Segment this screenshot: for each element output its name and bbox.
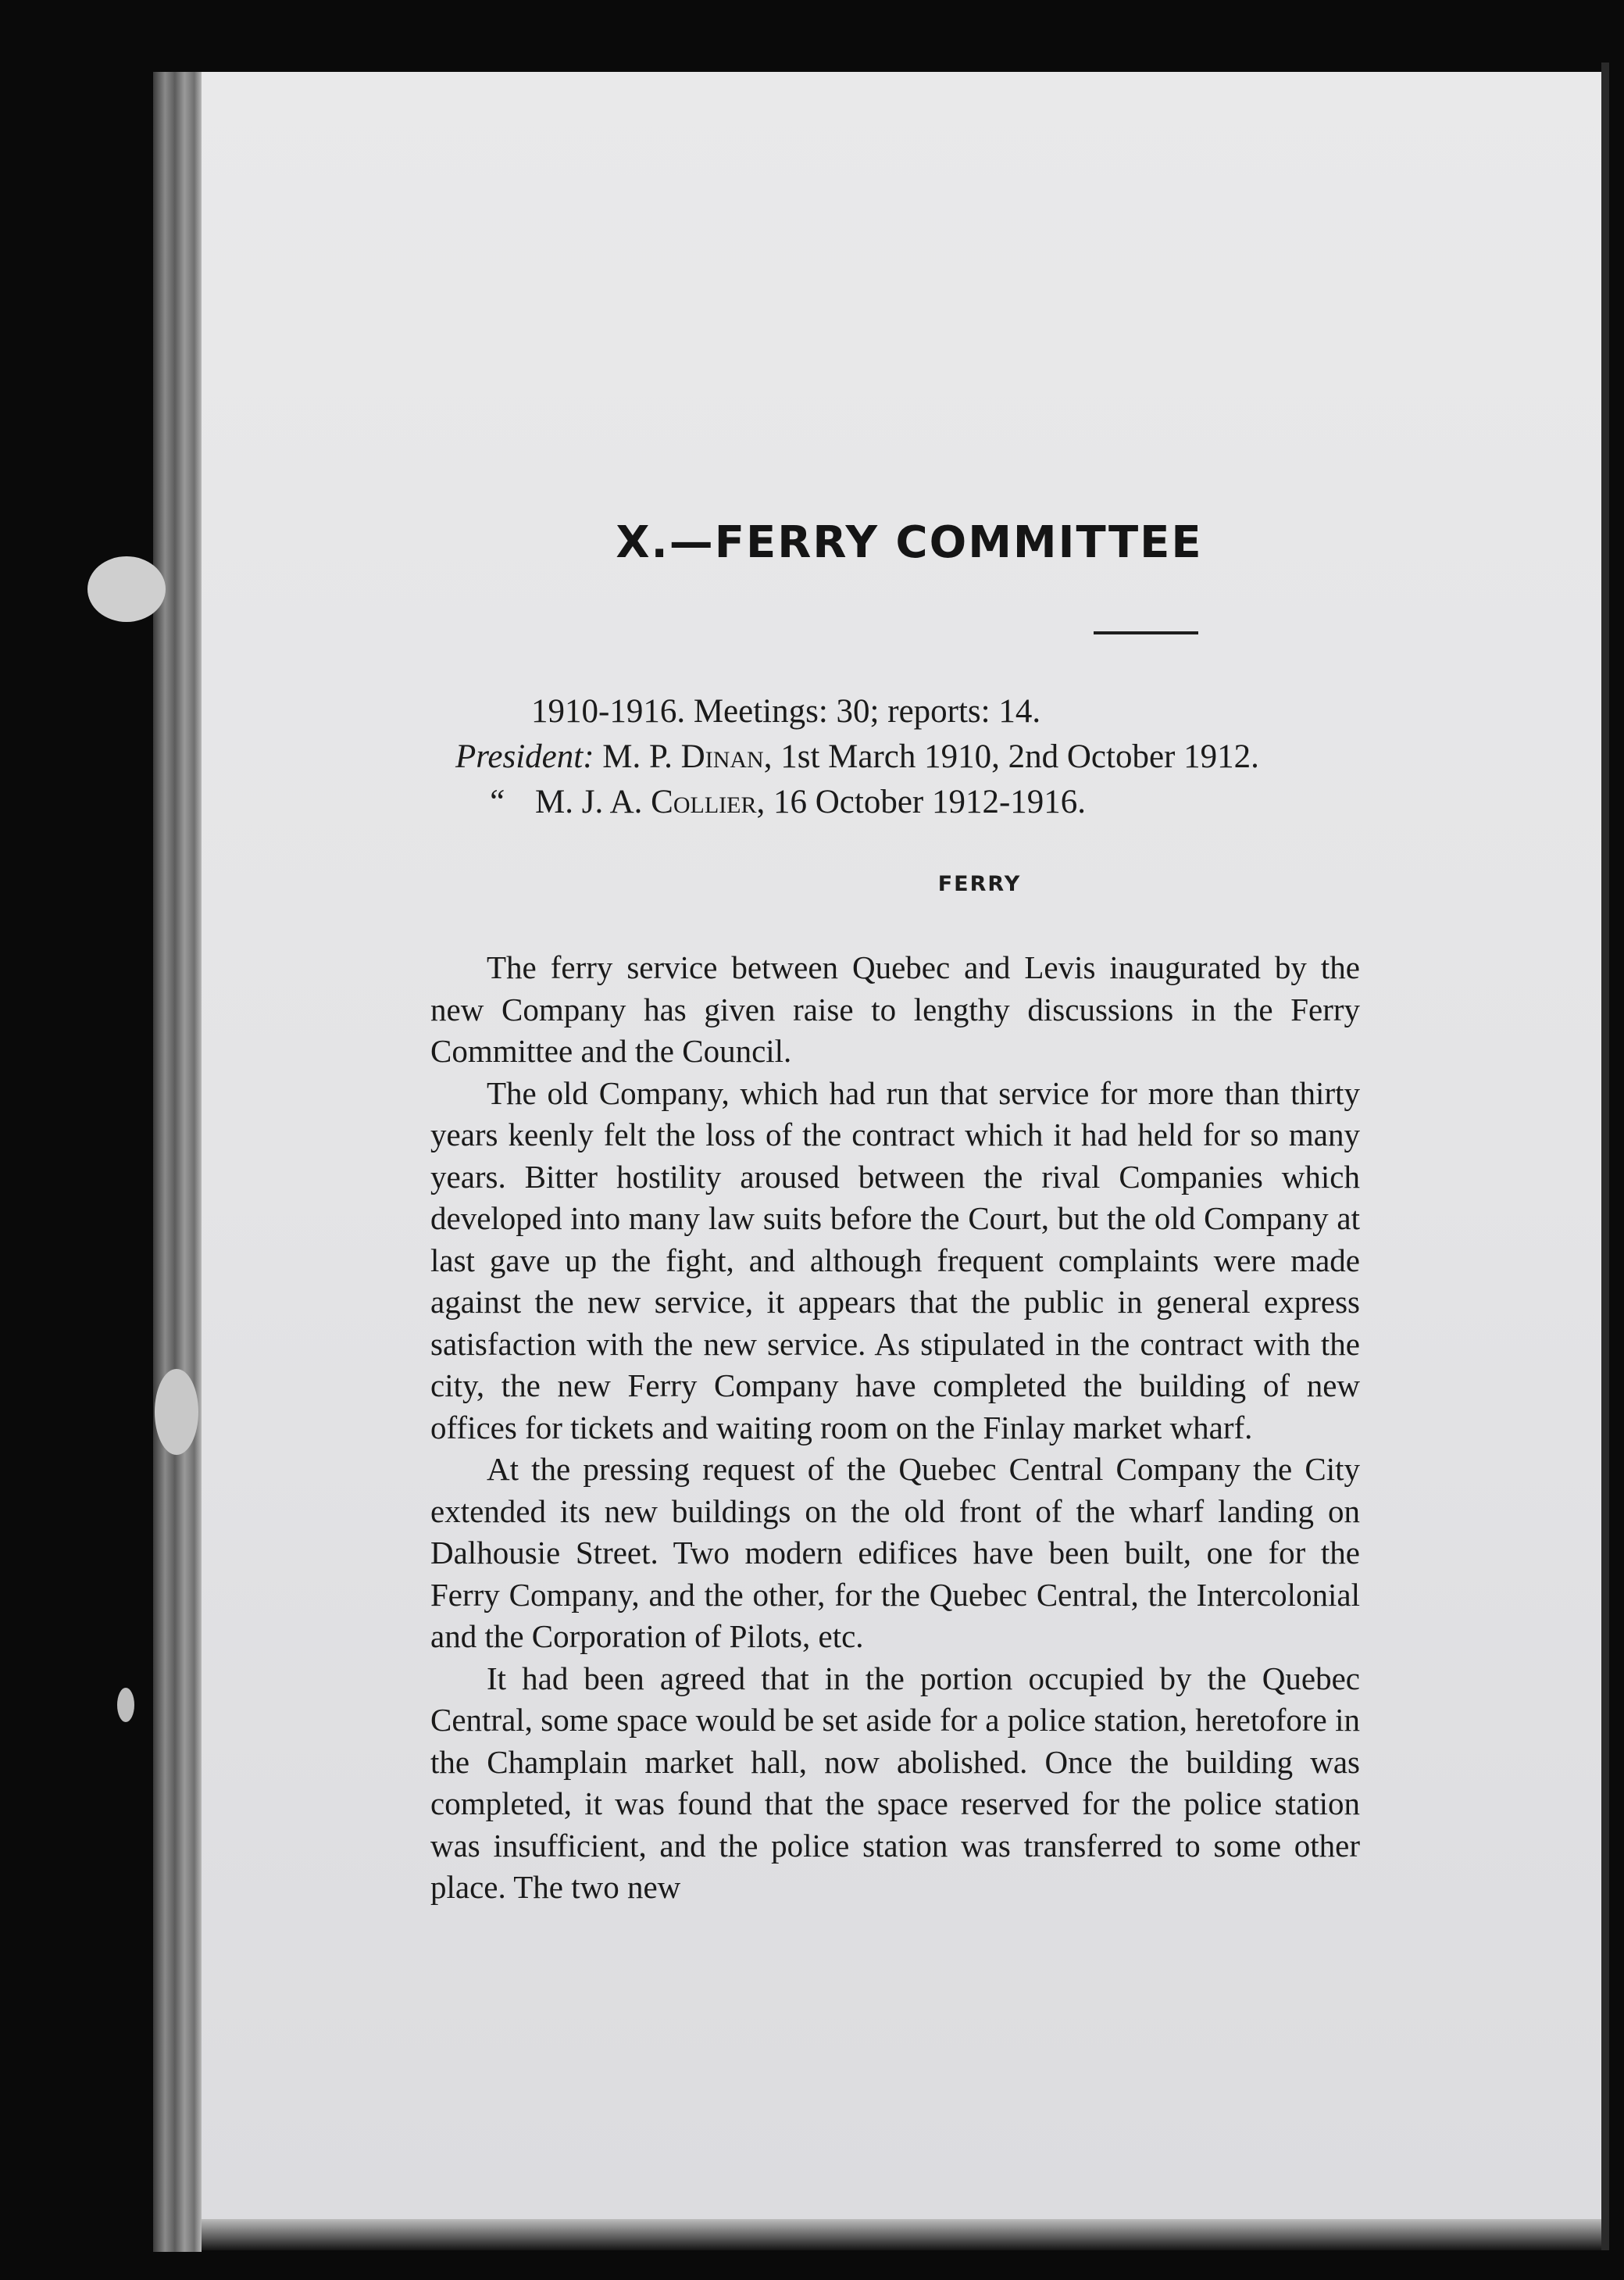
page-binding-edge <box>153 72 202 2252</box>
meetings-line: 1910-1916. Meetings: 30; reports: 14. <box>531 693 1041 730</box>
ditto-mark: “ <box>487 784 505 820</box>
president-1-dates: , 1st March 1910, 2nd October 1912. <box>763 738 1259 775</box>
paragraph: At the pressing request of the Quebec Central Company the City extended its new buildings on the old front of the wharf landing on Dalhousie Street. Two modern edifices have been built, one for the Ferry Company, and the other, for the Quebec Central, the Intercolonial and the Corporation of Pilots, etc. <box>430 1451 1360 1654</box>
president-line-1 <box>455 734 1259 780</box>
president-1-prefix: M. P. <box>602 738 681 775</box>
president-label: President: <box>455 738 594 775</box>
margin-speck <box>117 1688 134 1722</box>
section-heading: FERRY <box>937 872 1022 896</box>
document-page <box>202 72 1601 2219</box>
president-2-dates: , 16 October 1912-1916. <box>756 784 1087 820</box>
president-line-2 <box>487 780 1087 825</box>
page-bottom-shadow <box>202 2219 1601 2250</box>
president-2-prefix: M. J. A. <box>535 784 651 820</box>
paragraph: The old Company, which had run that service for more than thirty years keenly felt the loss of the contract which it had held for so many years. Bitter hostility aroused between the rival Companies which developed into many law suits before the Court, but the old Company at last gave up the fight, and although frequent complaints were made against the new service, it appears that the public in general express satisfaction with the new service. As stipulated in the contract with the city, the new Ferry Company have completed the building of new offices for tickets and waiting room on the Finlay market wharf. <box>430 1074 1360 1446</box>
page-right-edge <box>1601 63 1609 2250</box>
body-text <box>430 947 1360 1909</box>
margin-speck <box>155 1369 198 1455</box>
page-title: X.—FERRY COMMITTEE <box>616 517 1203 568</box>
paragraph: It had been agreed that in the portion occupied by the Quebec Central, some space would be set aside for a police station, heretofore in the Champlain market hall, now abolished. Once the building was completed, it was found that the space reserved for the police station was insufficient, and the police station was transferred to some other place. The two new <box>430 1660 1360 1905</box>
margin-speck <box>87 556 166 622</box>
title-divider <box>1094 631 1198 634</box>
paragraph: The ferry service between Quebec and Levis inaugurated by the new Company has given raise to lengthy discussions in the Ferry Committee and the Council. <box>430 949 1360 1069</box>
president-1-name: Dinan <box>680 738 764 775</box>
president-2-name: Collier <box>651 784 757 820</box>
